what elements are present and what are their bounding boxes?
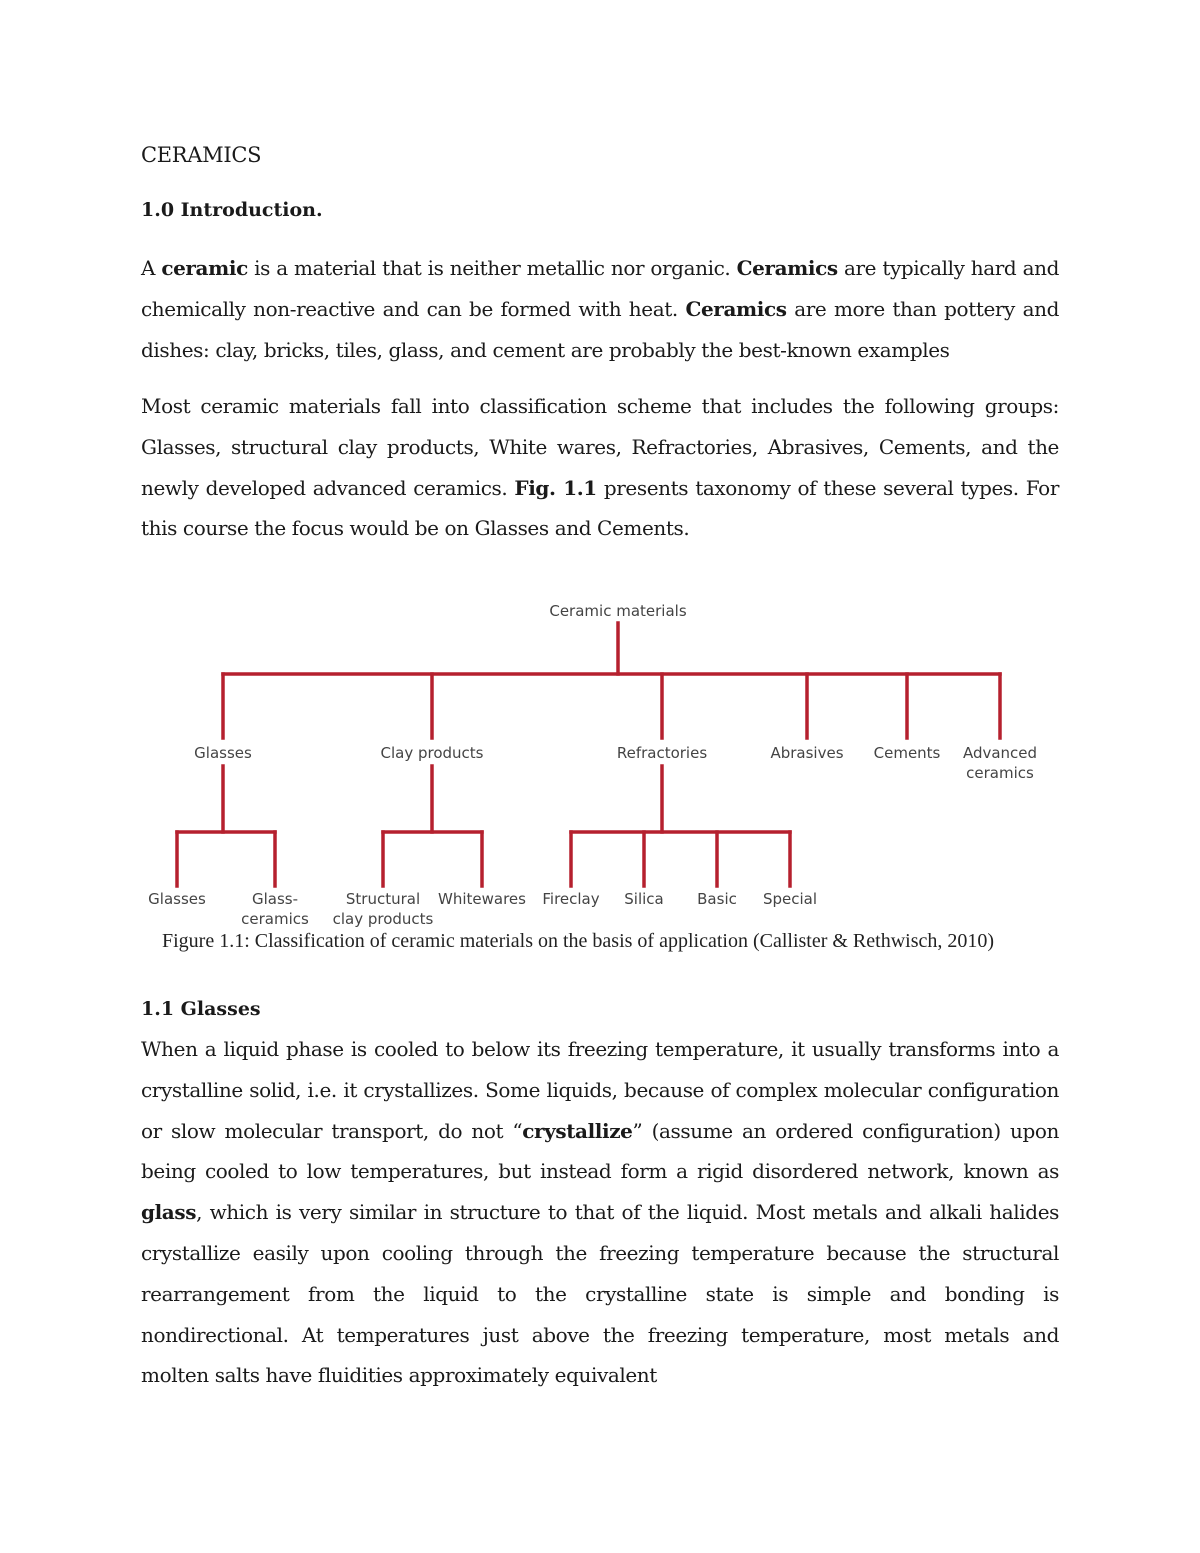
document-title: CERAMICS xyxy=(141,143,262,167)
leaf-structural-line2: clay products xyxy=(332,910,434,928)
bold-term: glass xyxy=(141,1200,197,1225)
glasses-heading: 1.1 Glasses xyxy=(141,998,261,1020)
text-run: are typically hard and chemically non-reactive and can be formed with heat. xyxy=(141,256,1059,321)
text-run: A xyxy=(141,256,162,280)
text-run: ” (assume an ordered configuration) upon being cooled to low temperatures, but instead form a rigid disordered network, known as xyxy=(141,1118,1060,1184)
text-run: presents taxonomy of these several types. For this course the focus would be on Glasses and Cements. xyxy=(141,475,1059,541)
glasses-paragraph-1 xyxy=(141,1029,1059,1396)
intro-paragraph-1 xyxy=(141,248,1059,370)
leaf-silica: Silica xyxy=(624,890,664,908)
leaf-whitewares: Whitewares xyxy=(438,890,526,908)
text-run: , which is very similar in structure to that of the liquid. Most metals and alkali halides crystallize easily upon cooling through the freezing temperature because the structural rearrangement from the liquid to the crystalline state is simple and bonding is nondirectional. At temperatures just above the freezing temperature, most metals and molten salts have fluidities approximately equivalent xyxy=(141,1200,1059,1388)
node-advanced-ceramics-line1: Advanced xyxy=(962,744,1038,762)
node-glasses: Glasses xyxy=(194,744,252,762)
intro-paragraph-2 xyxy=(141,386,1059,549)
leaf-basic: Basic xyxy=(697,890,737,908)
leaf-glass-ceramics-line2: ceramics xyxy=(241,910,309,928)
bold-term: Ceramics xyxy=(685,296,787,321)
intro-heading: 1.0 Introduction. xyxy=(141,199,323,221)
node-abrasives: Abrasives xyxy=(770,744,844,762)
leaf-special: Special xyxy=(762,890,818,908)
node-advanced-ceramics-line2: ceramics xyxy=(966,764,1034,782)
leaf-fireclay: Fireclay xyxy=(542,890,600,908)
leaf-glass-ceramics-line1: Glass- xyxy=(251,890,299,908)
leaf-structural-line1: Structural xyxy=(345,890,421,908)
classification-diagram xyxy=(130,590,1060,930)
bold-term: crystallize xyxy=(522,1118,633,1143)
text-run: are more than pottery and dishes: clay, bricks, tiles, glass, and cement are probably the best-known examples xyxy=(141,296,1059,362)
node-refractories: Refractories xyxy=(616,744,708,762)
text-run: Most ceramic materials fall into classification scheme that includes the following groups: Glasses, structural clay products, White wares, Refractories, Abrasives, Cements, and the newly developed advanced ceramics. xyxy=(141,394,1059,500)
leaf-glasses: Glasses xyxy=(148,890,206,908)
node-cements: Cements xyxy=(873,744,941,762)
node-root: Ceramic materials xyxy=(549,602,687,620)
text-run: When a liquid phase is cooled to below its freezing temperature, it usually transforms into a crystalline solid, i.e. it crystallizes. Some liquids, because of complex molecular configuration or slow molecular transport, do not “ xyxy=(141,1037,1059,1143)
bold-term: Fig. 1.1 xyxy=(514,475,597,500)
bold-term: Ceramics xyxy=(736,256,838,280)
figure-caption: Figure 1.1: Classification of ceramic materials on the basis of application (Callister & Rethwisch, 2010) xyxy=(162,930,995,952)
bold-term: ceramic xyxy=(161,256,248,280)
node-clay-products: Clay products xyxy=(380,744,484,762)
text-run: is a material that is neither metallic nor organic. xyxy=(247,256,737,280)
